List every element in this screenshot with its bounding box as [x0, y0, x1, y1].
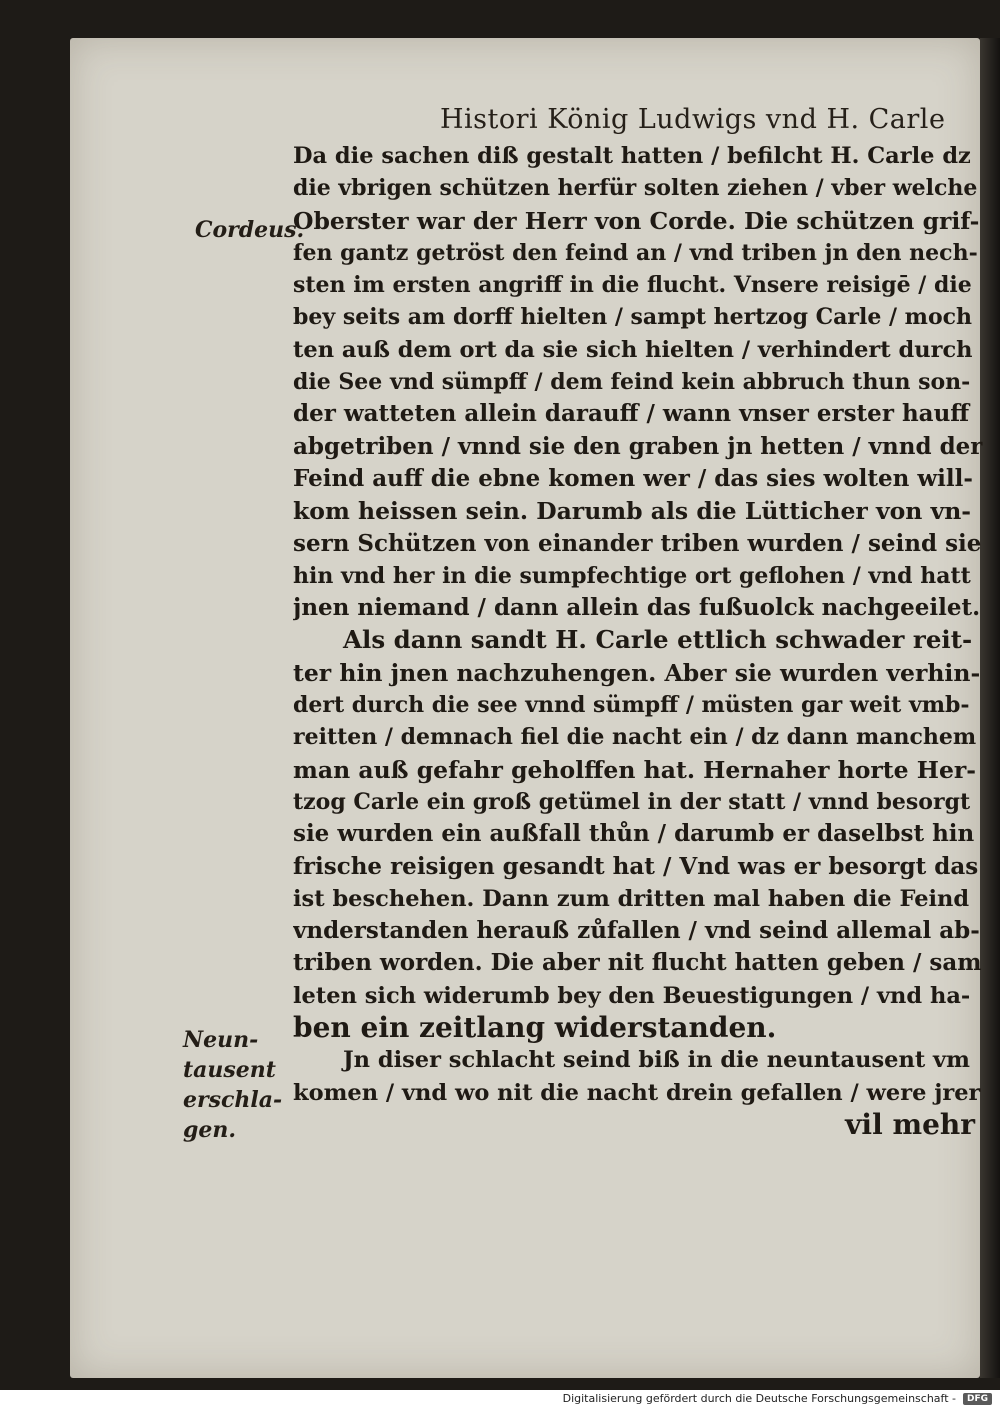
margin-note-line: gen. — [183, 1117, 237, 1143]
text-line: vnderstanden herauß zůfallen / vnd seind allemal ab- — [293, 917, 980, 945]
text-line: Da die sachen diß gestalt hatten / befilcht H. Carle dz — [293, 143, 971, 169]
margin-note-line: erschla- — [183, 1087, 283, 1113]
margin-note-line: tausent — [183, 1057, 276, 1083]
margin-note-line: Neun- — [183, 1027, 259, 1053]
text-line: dert durch die see vnnd sümpff / müsten gar weit vmb- — [293, 692, 970, 719]
text-line: hin vnd her in die sumpfechtige ort geflohen / vnd hatt — [293, 562, 971, 589]
text-line: reitten / demnach fiel die nacht ein / dz dann manchem — [293, 724, 977, 751]
page-edge-shadow — [980, 38, 1000, 1378]
text-line: die vbrigen schützen herfür solten ziehen / vber welche — [293, 175, 978, 202]
text-line: abgetriben / vnnd sie den graben jn hetten / vnnd der — [293, 432, 983, 460]
text-line: Jn diser schlacht seind biß in die neuntausent vm — [343, 1047, 970, 1074]
body-text — [293, 140, 983, 1141]
text-line: ben ein zeitlang widerstanden. — [293, 1012, 777, 1045]
margin-note-cordeus: Cordeus. — [195, 217, 305, 243]
text-line: ter hin jnen nachzuhengen. Aber sie wurden verhin- — [293, 658, 981, 687]
dfg-logo-icon: DFG — [963, 1393, 992, 1405]
text-line: sern Schützen von einander triben wurden / seind sie — [293, 529, 982, 557]
text-line: kom heissen sein. Darumb als die Lütticher von vn- — [293, 497, 972, 526]
text-line: der watteten allein darauff / wann vnser erster hauff — [293, 400, 970, 428]
text-line: Als dann sandt H. Carle ettlich schwader reit- — [343, 625, 973, 655]
text-line: Feind auff die ebne komen wer / das sies wolten will- — [293, 464, 973, 492]
text-line: leten sich widerumb bey den Beuestigungen / vnd ha- — [293, 982, 971, 1009]
running-head: Histori König Ludwigs vnd H. Carle — [440, 104, 946, 135]
margin-note-neuntausent — [183, 1025, 283, 1145]
text-line: tzog Carle ein groß getümel in der statt / vnnd besorgt — [293, 788, 971, 815]
text-line: ten auß dem ort da sie sich hielten / verhindert durch — [293, 336, 973, 363]
text-line: komen / vnd wo nit die nacht drein gefallen / were jrer — [293, 1079, 981, 1106]
catchword: vil mehr — [845, 1108, 975, 1141]
text-line: die See vnd sümpff / dem feind kein abbruch thun son- — [293, 369, 971, 396]
text-line: fen gantz getröst den feind an / vnd triben jn den nech- — [293, 239, 978, 266]
text-line: sten im ersten angriff in die flucht. Vnsere reisigē / die — [293, 272, 972, 299]
text-line: Oberster war der Herr von Corde. Die schützen grif- — [293, 206, 980, 235]
text-line: bey seits am dorff hielten / sampt hertzog Carle / moch — [293, 304, 973, 331]
text-line: frische reisigen gesandt hat / Vnd was er besorgt das — [293, 852, 979, 880]
text-line: man auß gefahr geholffen hat. Hernaher horte Her- — [293, 755, 977, 784]
text-line: sie wurden ein außfall thůn / darumb er daselbst hin — [293, 820, 975, 848]
text-line: jnen niemand / dann allein das fußuolck nachgeeilet. — [293, 594, 981, 622]
funding-notice: Digitalisierung gefördert durch die Deutsche Forschungsgemeinschaft - — [562, 1392, 956, 1405]
text-line: triben worden. Die aber nit flucht hatten geben / sam — [293, 949, 982, 977]
text-line: ist beschehen. Dann zum dritten mal haben die Feind — [293, 885, 970, 912]
